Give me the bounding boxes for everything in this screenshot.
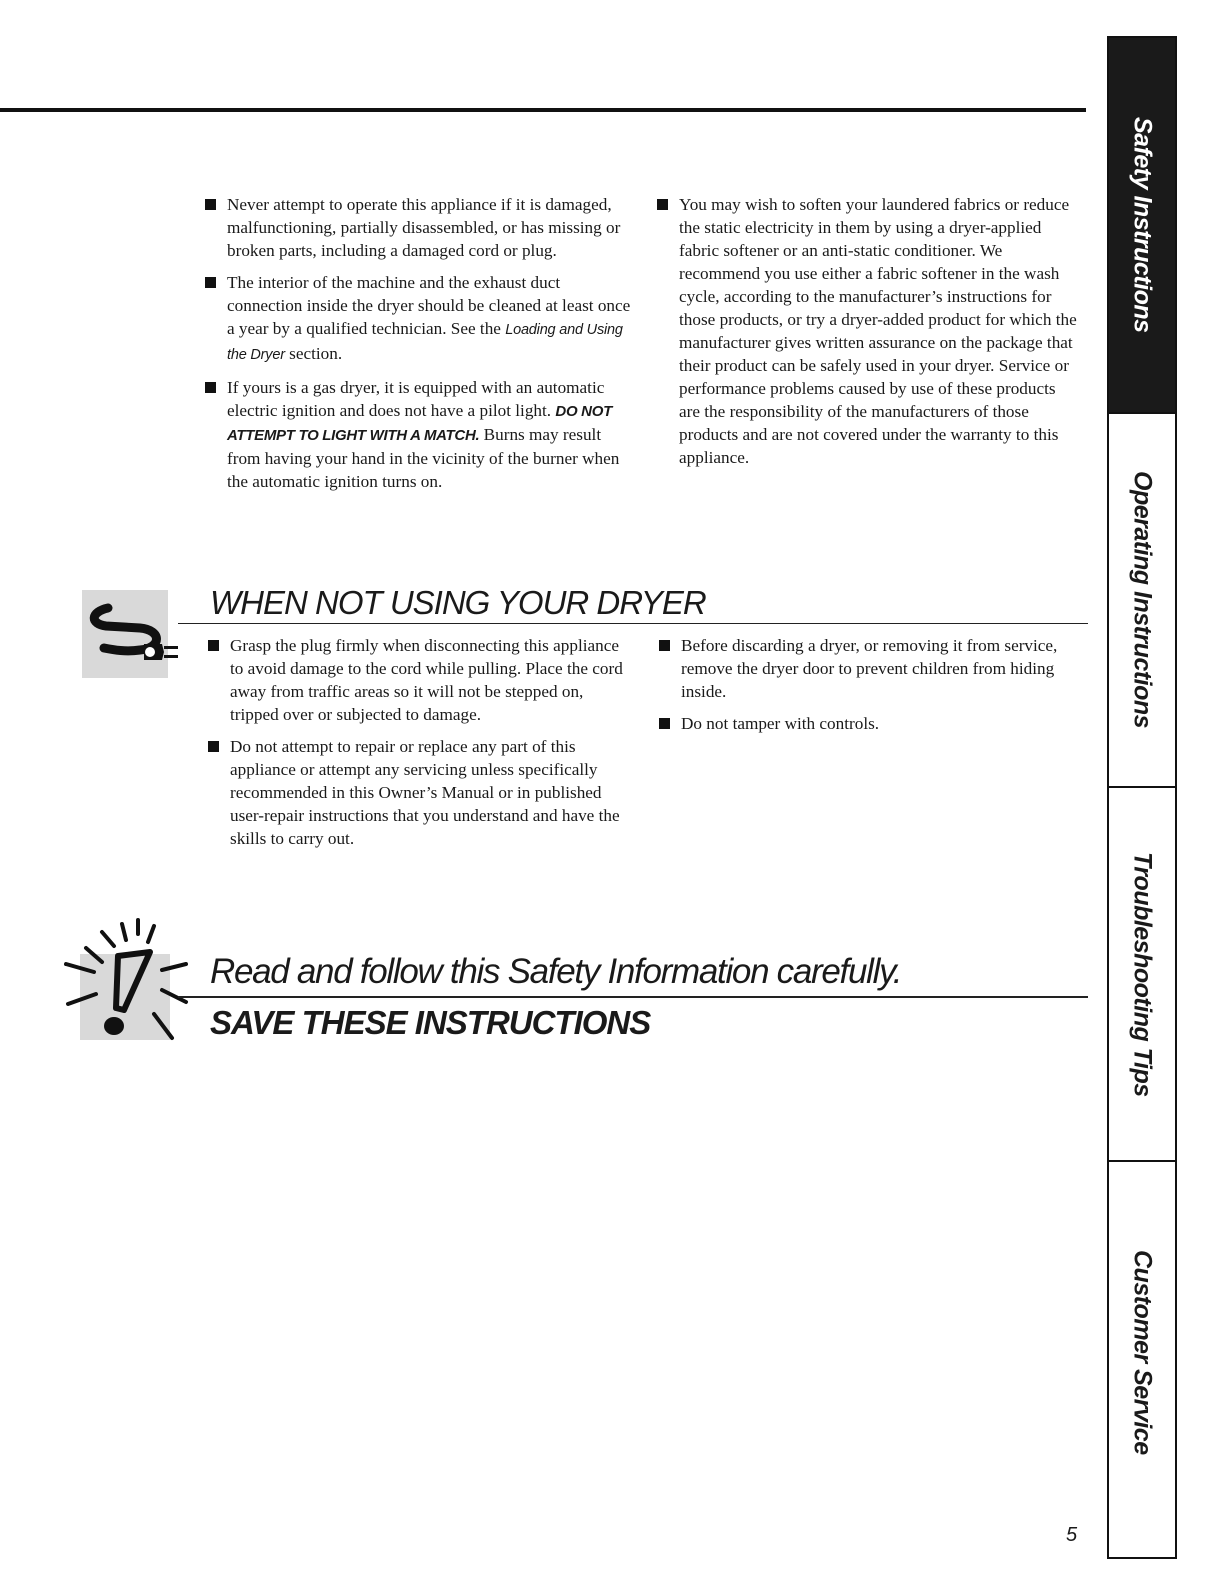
top-left-column: [205, 193, 635, 502]
tab-operating-instructions[interactable]: [1109, 414, 1175, 788]
list-item: Do not attempt to repair or replace any part of this appliance or attempt any servicing unless specifically recommended in this Owner’s Manual or in published user-repair instructions that you understand and have the skills to carry out.: [208, 735, 633, 850]
warning-exclamation-icon: [62, 918, 190, 1044]
list-item: If yours is a gas dryer, it is equipped with an automatic electric ignition and does not have a pilot light. DO NOT ATTEMPT TO LIGHT WITH A MATCH. Burns may result from having your hand in the vicinity of the burner when the automatic ignition turns on.: [205, 376, 635, 493]
section-reference: Loading and Using the Dryer: [227, 322, 623, 363]
list-item: Before discarding a dryer, or removing it from service, remove the dryer door to prevent children from hiding inside.: [659, 634, 1079, 703]
tab-label: Customer Service: [1128, 1249, 1157, 1455]
tab-safety-instructions[interactable]: [1109, 38, 1175, 414]
section-rule: [178, 623, 1088, 624]
tab-label: Safety Instructions: [1128, 117, 1157, 333]
plug-cord-icon: [78, 590, 182, 678]
save-instructions-heading: SAVE THESE INSTRUCTIONS: [210, 1004, 651, 1041]
list-item: The interior of the machine and the exhaust duct connection inside the dryer should be cleaned at least once a year by a qualified technician. See the Loading and Using the Dryer section.: [205, 271, 635, 367]
top-right-column: [657, 193, 1077, 478]
tab-label: Troubleshooting Tips: [1128, 851, 1157, 1097]
section-title: WHEN NOT USING YOUR DRYER: [210, 584, 706, 621]
list-item: Do not tamper with controls.: [659, 712, 1079, 735]
list-item: Never attempt to operate this appliance if it is damaged, malfunctioning, partially disassembled, or has missing or broken parts, including a damaged cord or plug.: [205, 193, 635, 262]
list-item: Grasp the plug firmly when disconnecting this appliance to avoid damage to the cord while pulling. Place the cord away from traffic areas so it will not be stepped on, tripped over or subjected to damage.: [208, 634, 633, 726]
warning-emphasis: DO NOT ATTEMPT TO LIGHT WITH A MATCH.: [227, 403, 612, 444]
safety-rule: [178, 996, 1088, 998]
header-rule: [0, 108, 1086, 112]
tab-troubleshooting-tips[interactable]: [1109, 788, 1175, 1162]
not-using-right-column: [659, 634, 1079, 744]
list-item: You may wish to soften your laundered fabrics or reduce the static electricity in them by using a dryer-applied fabric softener or an anti-static conditioner. We recommend you use either a fabric softener in the wash cycle, according to the manufacturer’s instructions for those products, or try a dryer-added product for which the manufacturer gives written assurance on the package that their product can be safely used in your dryer. Service or performance problems caused by use of these products are the responsibility of the manufacturers of those products and are not covered under the warranty to this appliance.: [657, 193, 1077, 469]
page-number: 5: [1066, 1524, 1078, 1546]
tab-customer-service[interactable]: [1109, 1162, 1175, 1542]
safety-reminder: Read and follow this Safety Information carefully.: [210, 952, 902, 991]
not-using-left-column: [208, 634, 633, 859]
tab-label: Operating Instructions: [1128, 471, 1157, 729]
section-tabs: [1107, 36, 1177, 1559]
